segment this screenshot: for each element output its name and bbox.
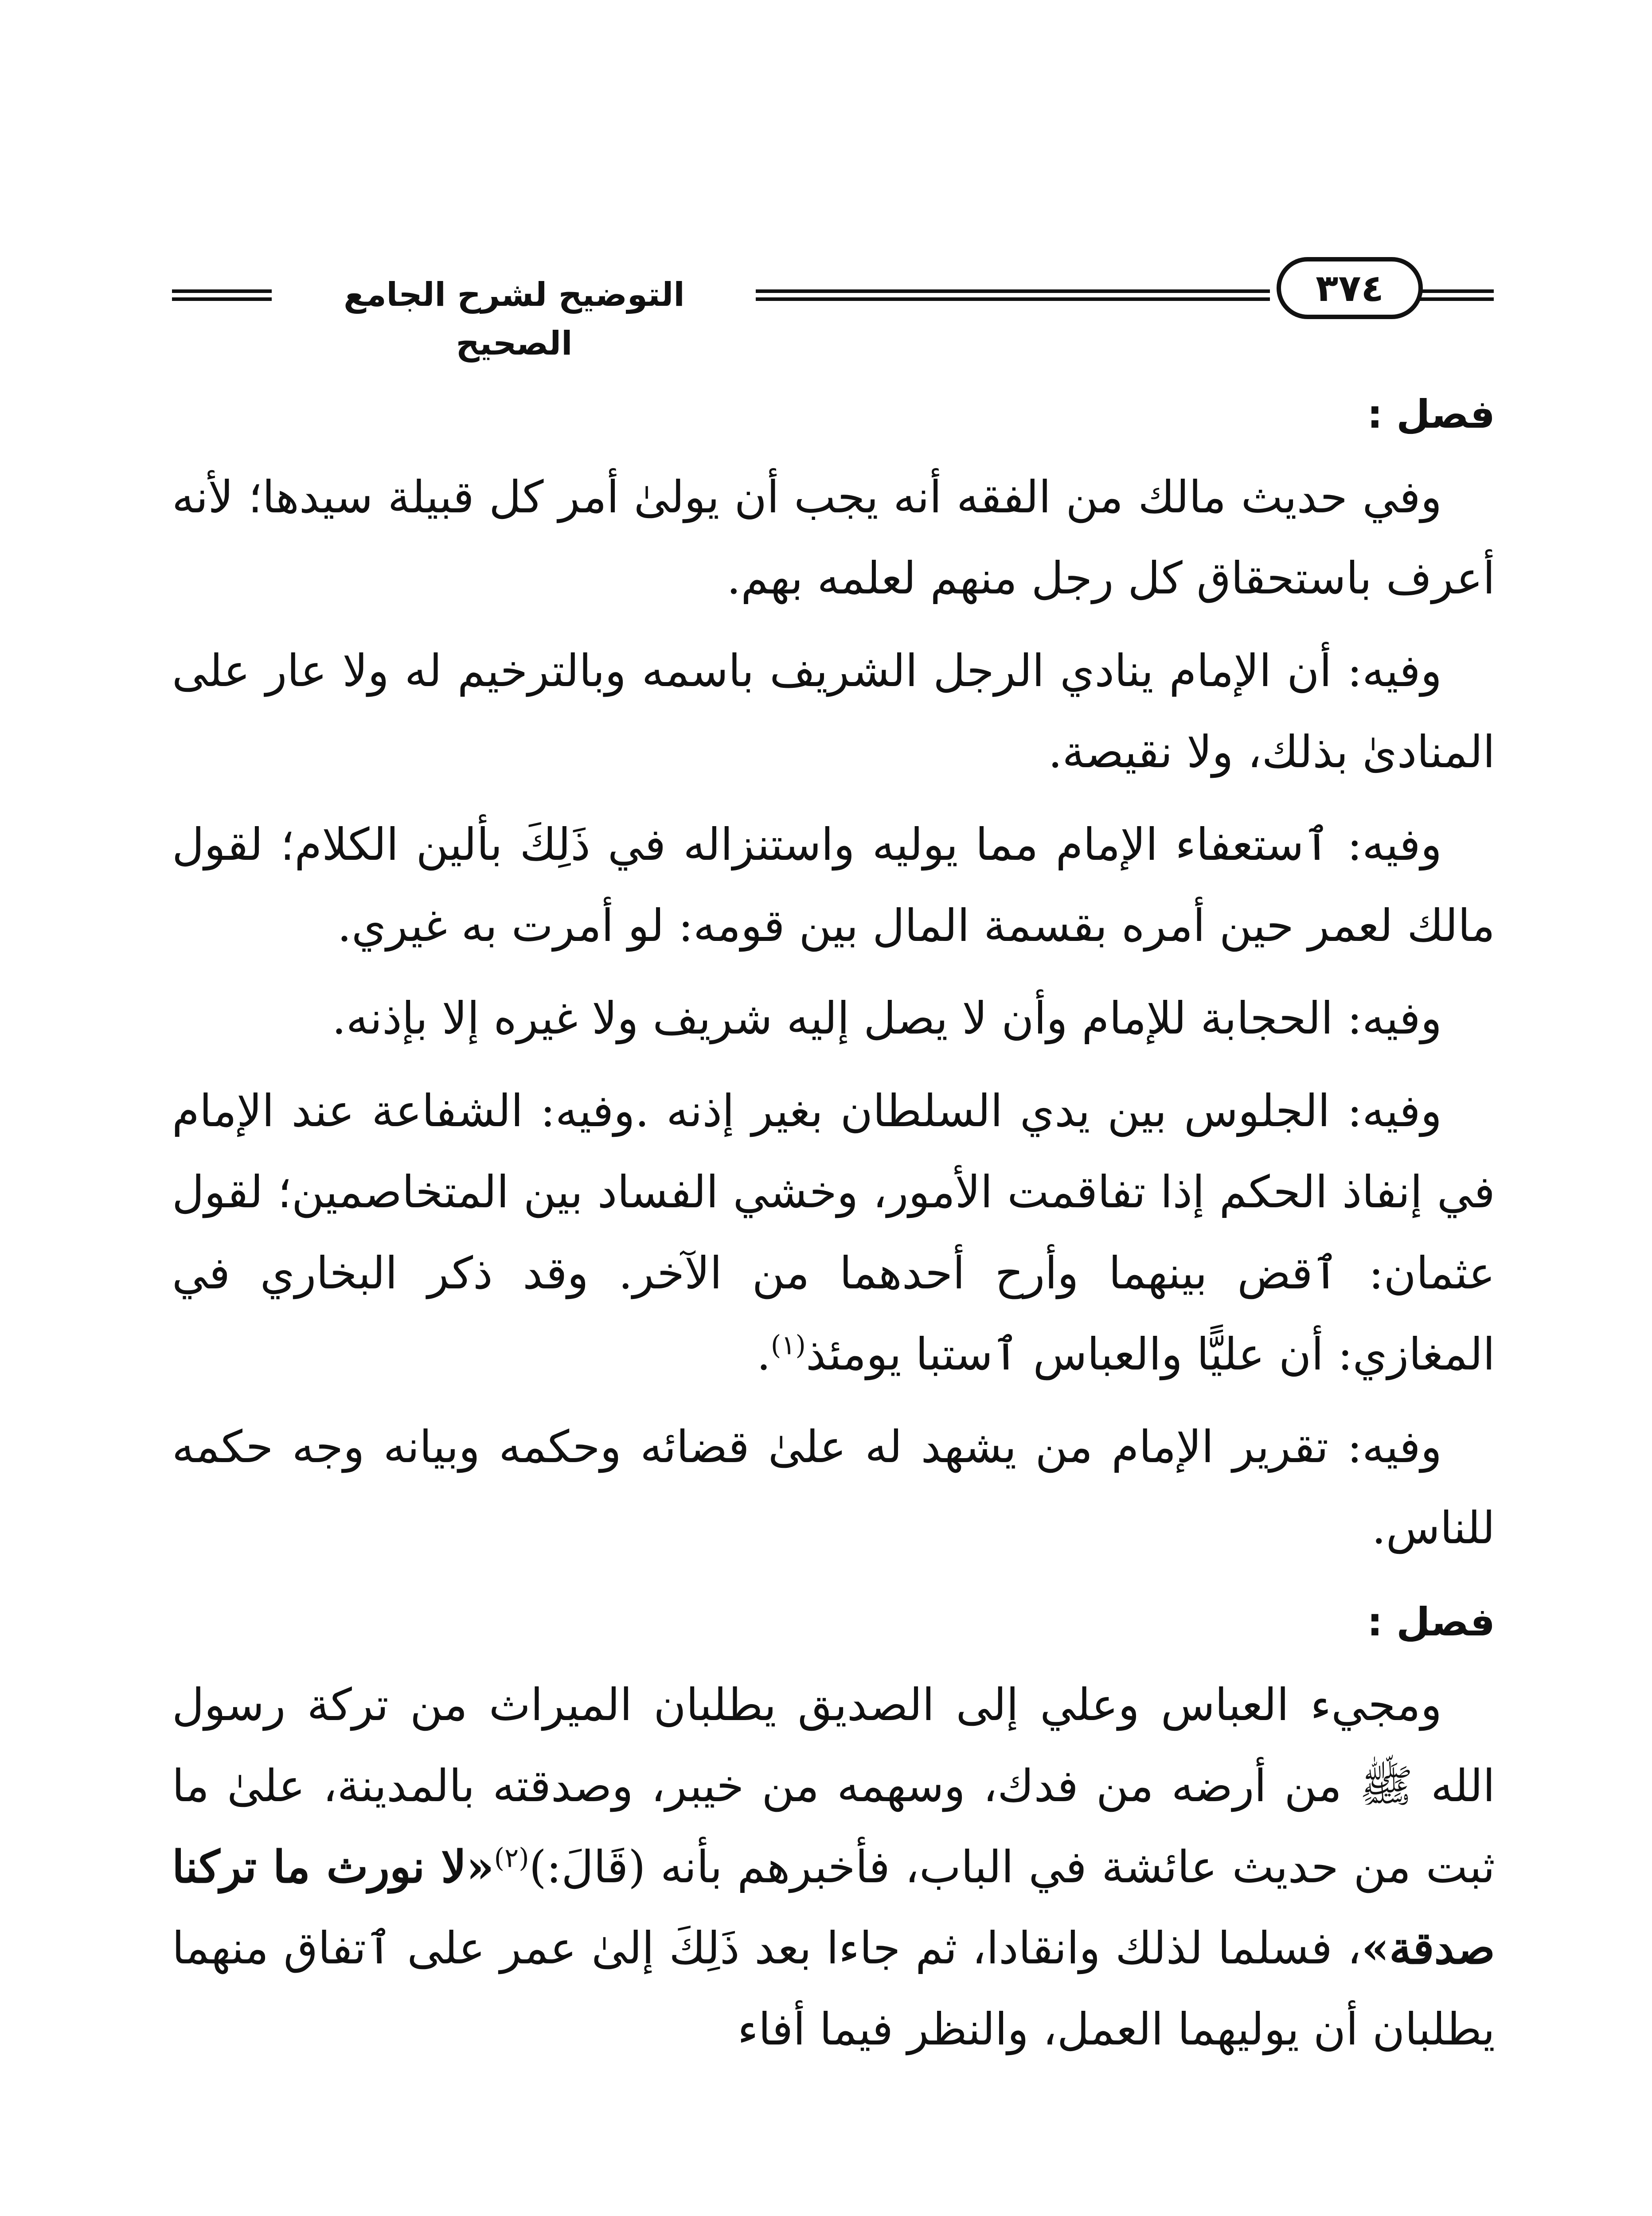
footnote-ref-1[interactable]: (١) bbox=[770, 1330, 806, 1361]
header-rule-right bbox=[1418, 289, 1494, 301]
paragraph-3: وفيه: ٱستعفاء الإمام مما يوليه واستنزاله في ذَلِكَ بألين الكلام؛ لقول مالك لعمر حين أمره بقسمة المال بين قومه: لو أمرت به غيري. bbox=[172, 819, 1495, 952]
paragraph-1: وفي حديث مالك من الفقه أنه يجب أن يولىٰ أمر كل قبيلة سيدها؛ لأنه أعرف باستحقاق كل رجل منهم لعلمه بهم. bbox=[172, 471, 1495, 604]
book-title: التوضيح لشرح الجامع الصحيح bbox=[344, 276, 685, 363]
paragraph-5-text: وفيه: الجلوس بين يدي السلطان بغير إذنه .وفيه: الشفاعة عند الإمام في إنفاذ الحكم إذا تفاقمت الأمور، وخشي الفساد بين المتخاصمين؛ لقول عثمان: ٱقض بينهما وأرح أحدهما من الآخر. وقد ذكر البخاري في المغازي: أن عليًّا والعباس ٱستبا يومئذ bbox=[172, 1085, 1495, 1380]
paragraph-5-end: . bbox=[757, 1328, 771, 1380]
paragraph-7-text-b: ، فسلما لذلك وانقادا، ثم جاءا بعد ذَلِكَ إلىٰ عمر على ٱتفاق منهما يطلبان أن يوليهما العمل، والنظر فيما أفاء bbox=[172, 1922, 1495, 2055]
paragraph-7 bbox=[172, 1664, 1495, 2070]
footnote-ref-2[interactable]: (٢) bbox=[494, 1842, 529, 1874]
page-number: ٣٧٤ bbox=[1277, 257, 1423, 319]
paragraph-5 bbox=[172, 1070, 1495, 1395]
section-heading-2: فصل : bbox=[1367, 1599, 1495, 1645]
paragraph-6: وفيه: تقرير الإمام من يشهد له علىٰ قضائه وحكمه وبيانه وجه حكمه للناس. bbox=[172, 1421, 1495, 1554]
hadith-quote: «لا نورث ما تركنا صدقة» bbox=[172, 1841, 1495, 1974]
header-rule-middle bbox=[756, 289, 1270, 301]
page-body bbox=[172, 372, 1495, 2081]
paragraph-2: وفيه: أن الإمام ينادي الرجل الشريف باسمه وبالترخيم له ولا عار على المنادىٰ بذلك، ولا نقيصة. bbox=[172, 645, 1495, 778]
section-heading-1: فصل : bbox=[1367, 391, 1495, 437]
header-rule-left bbox=[172, 289, 272, 301]
paragraph-7-text-a: ومجيء العباس وعلي إلى الصديق يطلبان الميراث من تركة رسول الله ﷺ من أرضه من فدك، وسهمه من خيبر، وصدقته بالمدينة، علىٰ ما ثبت من حديث عائشة في الباب، فأخبرهم بأنه (قَالَ:) bbox=[172, 1679, 1495, 1893]
paragraph-4: وفيه: الحجابة للإمام وأن لا يصل إليه شريف ولا غيره إلا بإذنه. bbox=[332, 992, 1442, 1044]
